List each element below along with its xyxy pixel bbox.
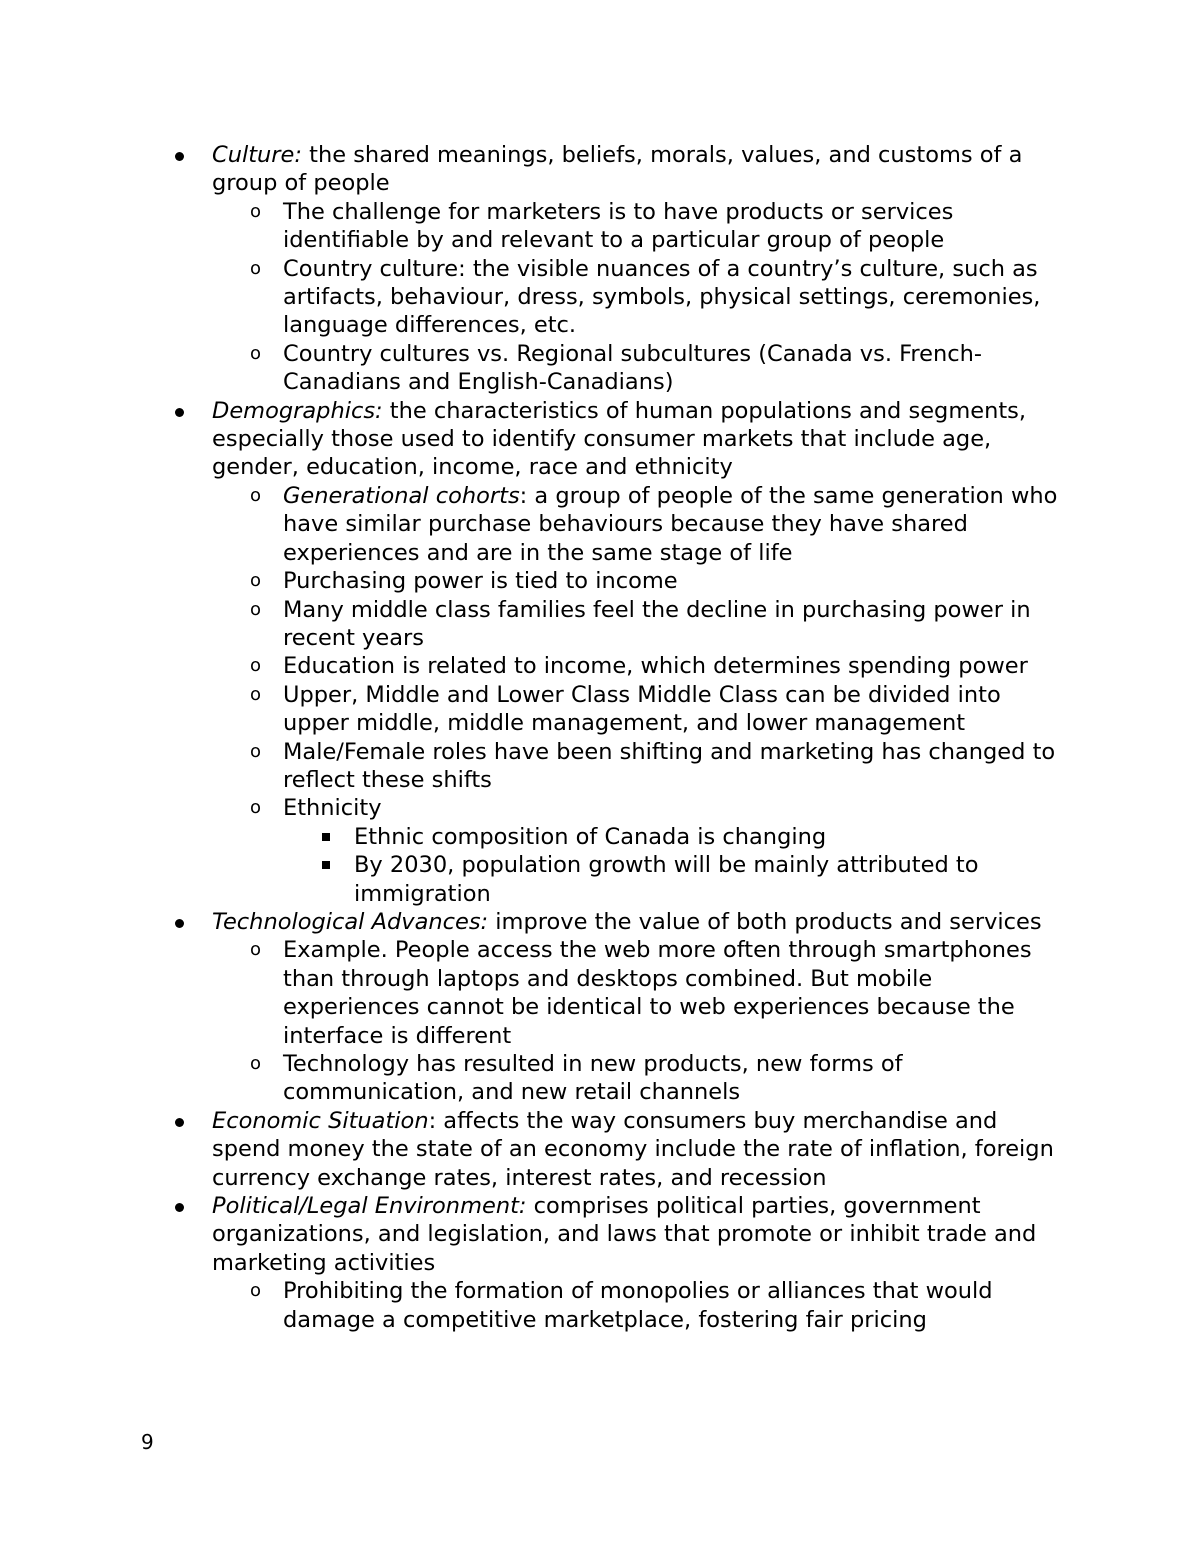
sub-item-text: Technology has resulted in new products, new forms of communication, and new retail channels [283, 1051, 903, 1106]
term-label: Culture: [212, 142, 302, 168]
sub-term-label: Generational cohorts [283, 482, 520, 509]
definition-text: the shared meanings, beliefs, morals, values, and customs of a group of people [212, 142, 1023, 197]
sub-list [244, 1277, 1072, 1334]
list-item-culture [172, 141, 1072, 397]
term-label: Technological Advances: [212, 908, 489, 935]
sub-list-item [244, 794, 1072, 908]
definition-text: improve the value of both products and services [488, 908, 1042, 935]
list-item-demographics [172, 397, 1072, 908]
sub-list-item [244, 652, 1072, 680]
sub-list-item [244, 681, 1072, 738]
sub-item-text: Education is related to income, which determines spending power [283, 653, 1028, 680]
sub-list [244, 936, 1072, 1106]
sub-item-text: Prohibiting the formation of monopolies or alliances that would damage a competitive marketplace, fostering fair pricing [283, 1278, 993, 1333]
sub-item-text: Country cultures vs. Regional subcultures (Canada vs. French-Canadians and English-Canadians) [283, 340, 983, 396]
nested-item-text: Ethnic composition of Canada is changing [354, 823, 827, 850]
bullet-list [172, 141, 1072, 1334]
sub-list [244, 482, 1072, 908]
sub-item-text: Country culture: the visible nuances of a country’s culture, such as artifacts, behaviour, dress, symbols, physical settings, ceremonies, language differences, etc. [283, 255, 1041, 339]
definition-text: comprises political parties, government organizations, and legislation, and laws that promote or inhibit trade and marketing activities [212, 1193, 1037, 1276]
sub-item-text: The challenge for marketers is to have products or services identifiable by and relevant to a particular group of people [283, 198, 954, 254]
sub-list-item [244, 596, 1072, 653]
sub-list-item [244, 198, 1072, 255]
sub-item-text: : a group of people of the same generation who have similar purchase behaviours because they have shared experiences and are in the same stage of life [283, 482, 1058, 566]
list-item-technological-advances [172, 908, 1072, 1107]
list-item-economic-situation [172, 1107, 1072, 1192]
sub-list-item [244, 567, 1072, 595]
page-body [172, 141, 1072, 1334]
definition-text: the characteristics of human populations and segments, especially those used to identify consumer markets that include age, gender, education, income, race and ethnicity [212, 397, 1027, 481]
nested-list-item [315, 851, 1072, 908]
sub-list-item [244, 482, 1072, 567]
sub-item-text: Example. People access the web more often through smartphones than through laptops and desktops combined. But mobile experiences cannot be identical to web experiences because the interface is different [283, 937, 1032, 1049]
sub-item-text: Upper, Middle and Lower Class Middle Class can be divided into upper middle, middle management, and lower management [283, 681, 1001, 737]
page-number: 9 [141, 1430, 154, 1454]
term-label: Demographics: [212, 397, 383, 424]
nested-sub-list [315, 823, 1072, 908]
term-label: Economic Situation [212, 1107, 429, 1134]
term-label: Political/Legal Environment: [212, 1193, 527, 1220]
definition-text: : affects the way consumers buy merchandise and spend money the state of an economy include the rate of inflation, foreign currency exchange rates, interest rates, and recession [212, 1107, 1054, 1191]
nested-item-text: By 2030, population growth will be mainly attributed to immigration [354, 852, 979, 907]
sub-list [244, 198, 1072, 397]
sub-list-item [244, 1050, 1072, 1107]
sub-list-item [244, 255, 1072, 340]
sub-list-item [244, 340, 1072, 397]
sub-list-item [244, 1277, 1072, 1334]
sub-item-text: Many middle class families feel the decline in purchasing power in recent years [283, 596, 1031, 651]
sub-list-item [244, 738, 1072, 795]
sub-list-item [244, 936, 1072, 1050]
sub-item-text: Male/Female roles have been shifting and marketing has changed to reflect these shifts [283, 738, 1056, 793]
sub-item-text: Ethnicity [283, 795, 382, 822]
nested-list-item [315, 823, 1072, 851]
sub-item-text: Purchasing power is tied to income [283, 568, 678, 595]
list-item-political-legal-environment [172, 1192, 1072, 1334]
